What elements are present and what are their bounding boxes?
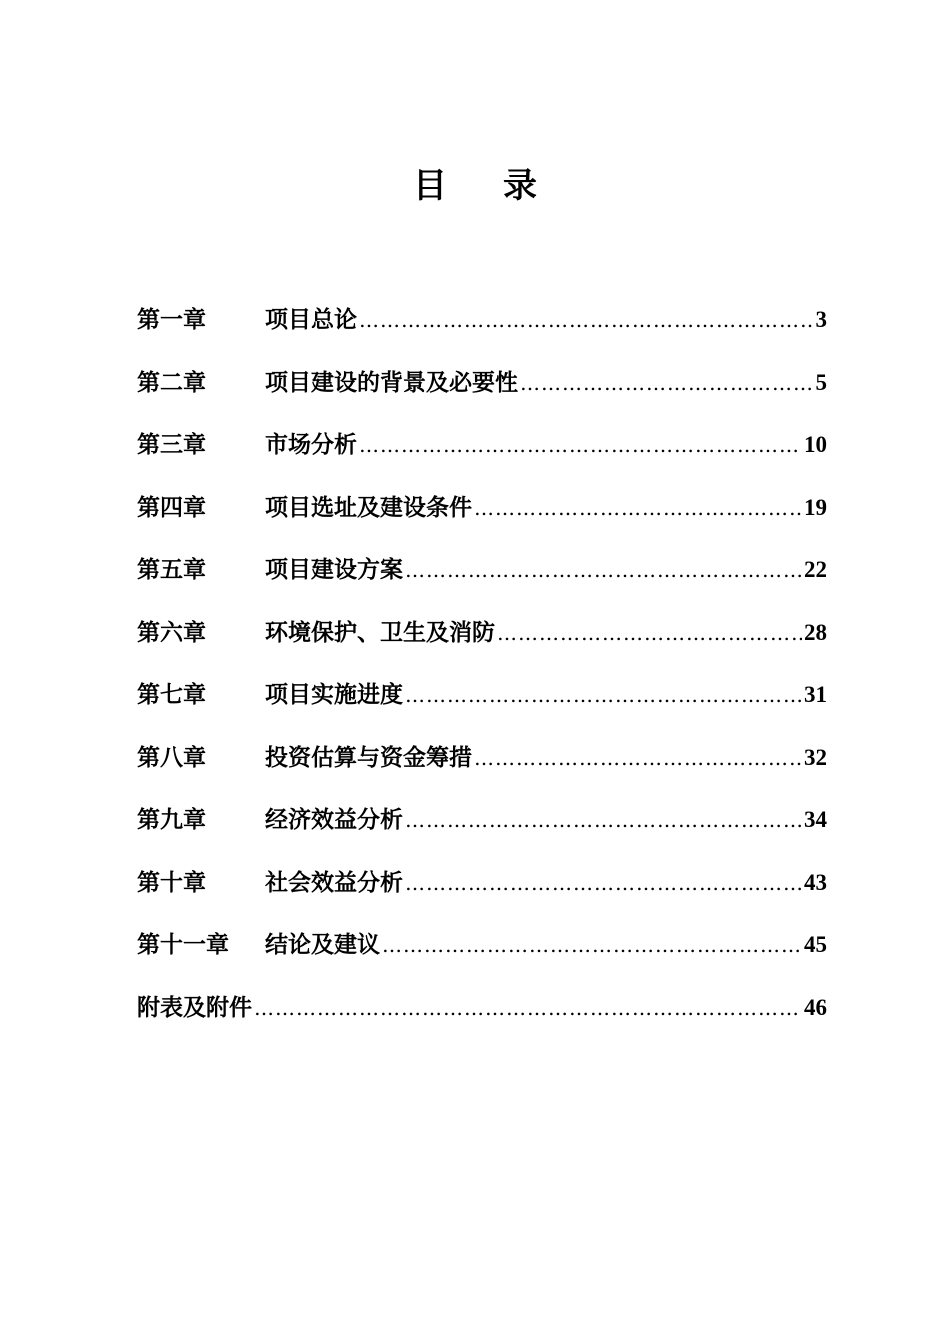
page-number: 3 [815,307,827,332]
entry-title: 经济效益分析 [265,806,403,833]
dot-leader [405,861,802,905]
entry-title: 结论及建议 [265,931,380,958]
toc-entry[interactable] [137,361,827,424]
chapter-label: 第十一章 [137,931,229,958]
toc-entry[interactable] [137,861,827,924]
dot-leader [520,361,814,405]
dot-leader [405,798,802,842]
page-number: 32 [804,744,827,770]
entry-title: 项目实施进度 [265,681,403,708]
page-number: 5 [815,369,827,395]
entry-title: 附表及附件 [137,993,252,1021]
dot-leader [474,736,802,780]
toc-entry[interactable] [137,736,827,799]
entry-title: 项目选址及建设条件 [265,493,472,521]
chapter-label: 第八章 [137,743,206,771]
page-number: 28 [804,619,827,645]
toc-entry[interactable] [137,673,827,736]
page-title: 目录 [413,166,593,206]
entry-title: 社会效益分析 [265,868,403,896]
toc-entry[interactable] [137,423,827,486]
page-number: 22 [804,557,827,582]
toc-entry[interactable] [137,798,827,861]
dot-leader [382,923,802,967]
page-number: 43 [804,869,827,895]
entry-title: 市场分析 [265,431,357,458]
dot-leader [254,986,802,1030]
chapter-label: 第十章 [137,868,206,896]
chapter-label: 第九章 [137,806,206,833]
chapter-label: 第三章 [137,431,206,458]
entry-title: 投资估算与资金筹措 [265,743,472,771]
page-number: 46 [804,994,827,1020]
toc-entry[interactable] [137,611,827,674]
chapter-label: 第一章 [137,306,206,333]
dot-leader [474,486,802,530]
chapter-label: 第七章 [137,681,206,708]
entry-title: 项目总论 [265,306,357,333]
page-number: 31 [804,682,827,707]
page-number: 19 [804,494,827,520]
chapter-label: 第二章 [137,368,206,396]
chapter-label: 第四章 [137,493,206,521]
dot-leader [497,611,802,655]
page-number: 10 [804,432,827,457]
entry-title: 项目建设的背景及必要性 [265,368,518,396]
dot-leader [405,548,802,592]
entry-title: 项目建设方案 [265,556,403,583]
toc-entry[interactable] [137,486,827,549]
chapter-label: 第五章 [137,556,206,583]
toc-entry[interactable] [137,923,827,986]
toc-entry[interactable] [137,548,827,611]
entry-title: 环境保护、卫生及消防 [265,618,495,646]
toc-entry-appendix[interactable] [137,986,827,1049]
chapter-label: 第六章 [137,618,206,646]
dot-leader [359,298,814,342]
toc-entry[interactable] [137,298,827,361]
toc-list [137,298,827,1048]
page-number: 34 [804,807,827,832]
dot-leader [359,423,802,467]
dot-leader [405,673,802,717]
page-number: 45 [804,932,827,957]
